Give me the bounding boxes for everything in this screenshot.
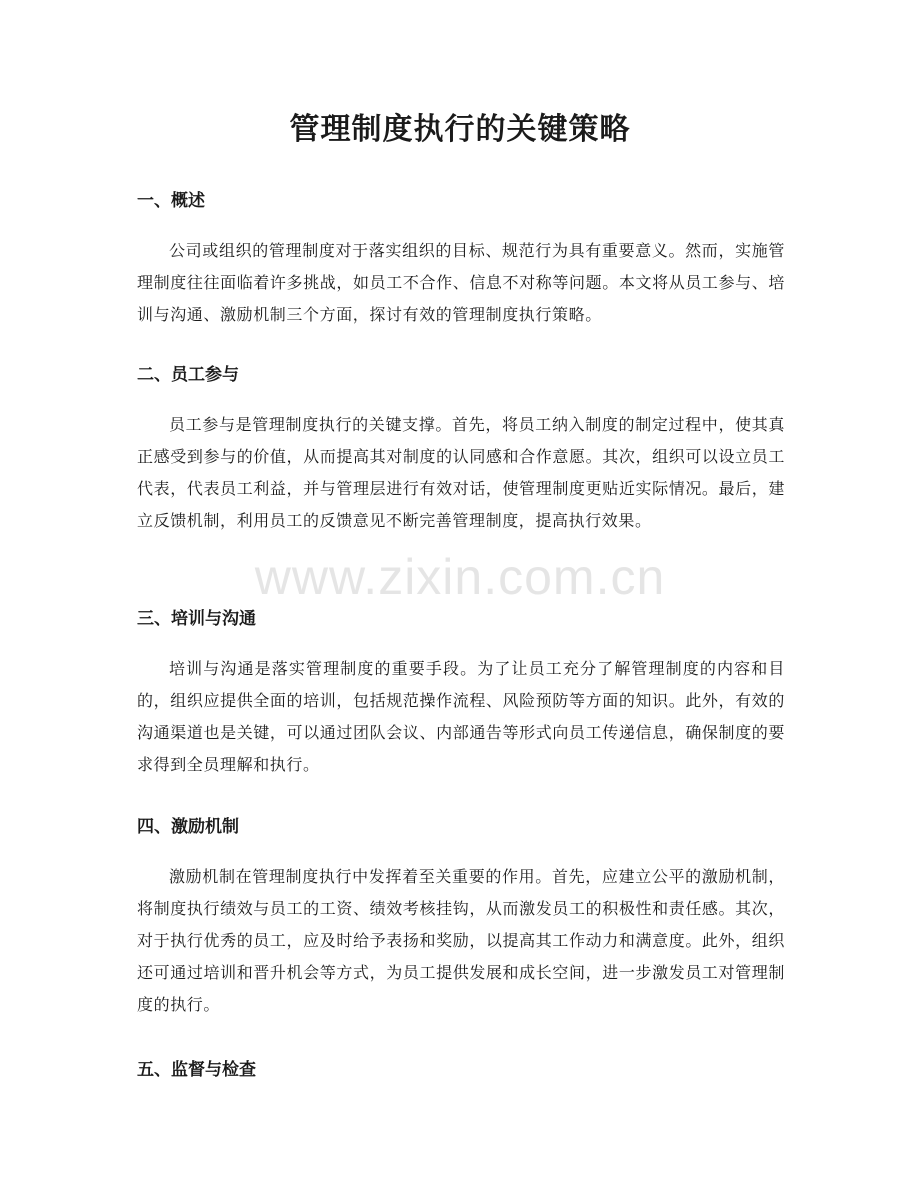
section-body-overview: 公司或组织的管理制度对于落实组织的目标、规范行为具有重要意义。然而，实施管理制度往往面临着许多挑战，如员工不合作、信息不对称等问题。本文将从员工参与、培训与沟通、激励机制三个方面，探讨有效的管理制度执行策略。 [137,241,785,324]
section-body-employee-participation: 员工参与是管理制度执行的关键支撑。首先，将员工纳入制度的制定过程中，使其真正感受到参与的价值，从而提高其对制度的认同感和合作意愿。其次，组织可以设立员工代表，代表员工利益，并与管理层进行有效对话，使管理制度更贴近实际情况。最后，建立反馈机制，利用员工的反馈意见不断完善管理制度，提高执行效果。 [137,415,785,530]
section-heading-incentive-mechanism: 四、激励机制 [137,817,239,837]
section-heading-employee-participation: 二、员工参与 [137,365,239,385]
section-heading-overview: 一、概述 [137,191,205,211]
section-body-training-communication: 培训与沟通是落实管理制度的重要手段。为了让员工充分了解管理制度的内容和目的，组织应提供全面的培训，包括规范操作流程、风险预防等方面的知识。此外，有效的沟通渠道也是关键，可以通过团队会议、内部通告等形式向员工传递信息，确保制度的要求得到全员理解和执行。 [137,659,785,774]
document-title: 管理制度执行的关键策略 [289,112,631,147]
section-body-incentive-mechanism: 激励机制在管理制度执行中发挥着至关重要的作用。首先，应建立公平的激励机制，将制度执行绩效与员工的工资、绩效考核挂钩，从而激发员工的积极性和责任感。其次，对于执行优秀的员工，应及时给予表扬和奖励，以提高其工作动力和满意度。此外，组织还可通过培训和晋升机会等方式，为员工提供发展和成长空间，进一步激发员工对管理制度的执行。 [137,867,785,1014]
watermark: www.zixin.com.cn [254,549,666,605]
section-heading-training-communication: 三、培训与沟通 [137,609,256,629]
section-heading-supervision-inspection: 五、监督与检查 [137,1060,256,1080]
